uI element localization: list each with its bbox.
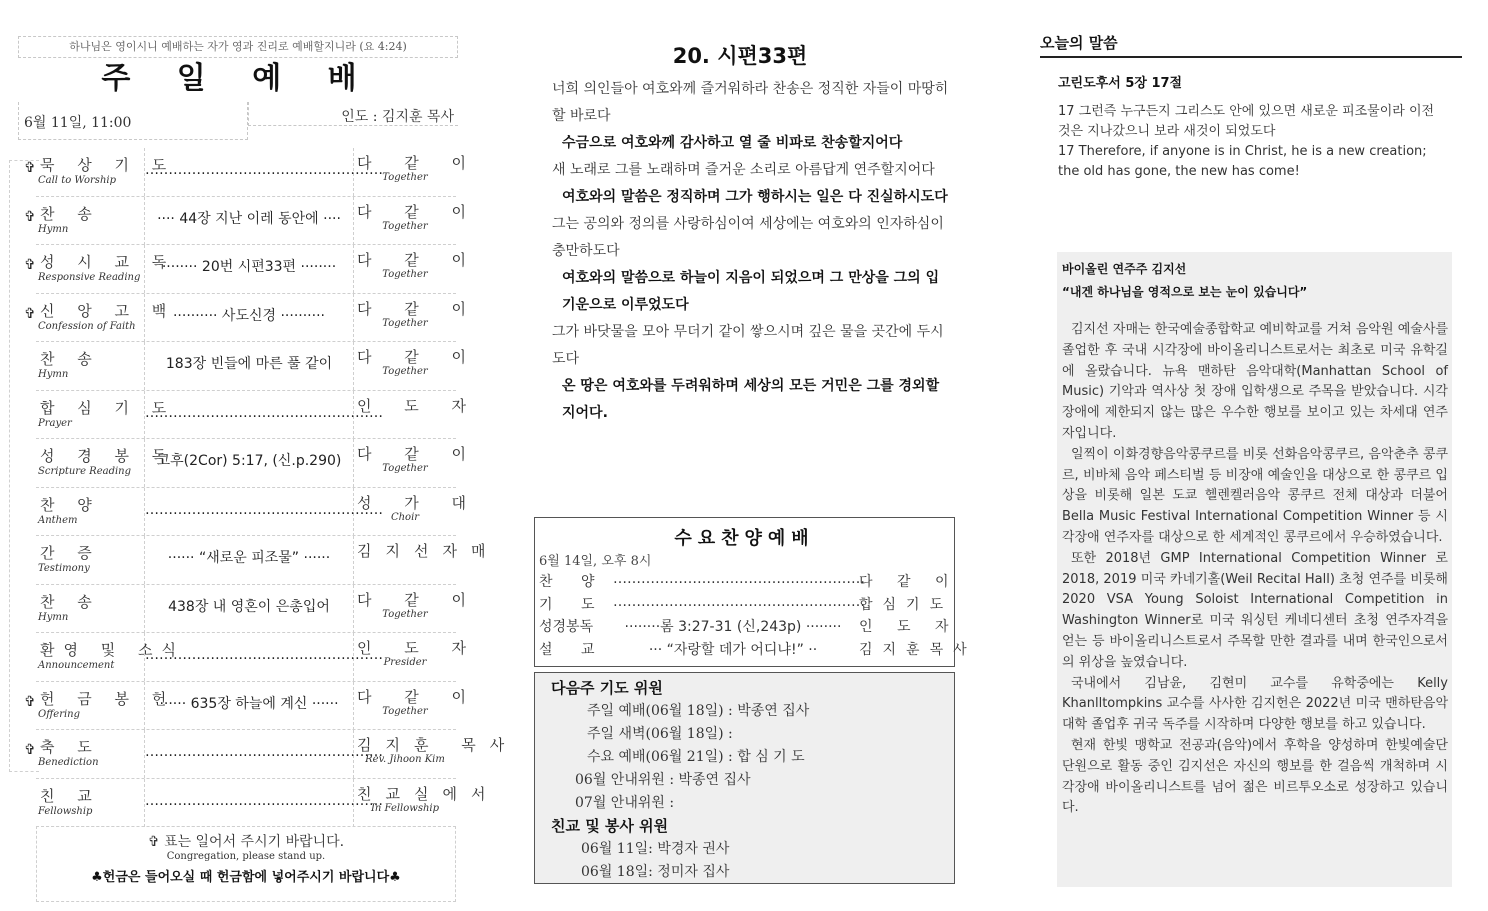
order-row	[36, 779, 500, 828]
order-item-english: Scripture Reading	[38, 466, 132, 477]
order-item-english: Responsive Reading	[38, 272, 141, 283]
scripture-korean: 17 그런즉 누구든지 그리스도 안에 있으면 새로운 피조물이라 이전 것은 지나갔으니 보라 새것이 되었도다	[1058, 104, 1435, 139]
order-item-participant: 인 도 자	[357, 639, 481, 657]
article-body	[1062, 320, 1448, 819]
article-subject: 바이올린 연주주 김지선	[1062, 262, 1187, 276]
wednesday-order-row	[535, 614, 959, 637]
leader-line: 새 노래로 그를 노래하며 즐거운 소리로 아름답게 연주할지어다	[552, 162, 935, 178]
prayer-committee-item: 주일 새벽(06월 18일) :	[587, 726, 733, 742]
order-item-detail: ······ 635장 하늘에 계신 ······	[144, 682, 354, 730]
order-item-participant: 인 도 자	[357, 396, 481, 415]
order-item-name: 축 도	[40, 738, 101, 756]
side-guide-lines	[9, 160, 39, 772]
order-item-name: 친 교	[40, 786, 101, 805]
wednesday-order-row	[535, 592, 954, 615]
article-paragraph: 현재 한빛 맹학교 전공과(음악)에서 후학을 양성하며 한빛예술단 단원으로 활동 중인 김지선은 자신의 행보를 한 걸음씩 개척하며 시각장애 바이올리니스트를 넘어 젊은 비르투오소로 성장하고 있습니다.	[1062, 737, 1448, 816]
article-paragraph: 김지선 자매는 한국예술종합학교 예비학교를 거쳐 음악원 예술사를 졸업한 후 국내 시각장에 바이올리니스트로서는 최초로 미국 유학길에 올랐습니다. 뉴욕 맨하탄 음악대학(Manhattan School of Music) 기악과 역사상 첫 장애 입학생으로 주목을 받았습니다. 시각장애에 제한되지 않는 많은 우수한 행보를 보이고 있는 차세대 연주자입니다.	[1062, 322, 1448, 441]
stand-cross-icon: ✞	[24, 693, 36, 710]
service-leader: 인도 : 김지훈 목사	[341, 109, 454, 125]
order-item-detail: 고후(2Cor) 5:17, (신.p.290)	[144, 439, 354, 487]
order-item-participant: 다 같 이	[357, 348, 481, 366]
order-item-name: 찬 송	[40, 350, 101, 368]
order-item-english: Call to Worship	[38, 175, 116, 186]
order-item-participant-english: Together	[382, 269, 428, 280]
wednesday-order-row	[535, 637, 977, 660]
wednesday-order-row	[535, 569, 959, 592]
order-item-detail: ···· 44장 지난 이레 동안에 ····	[144, 197, 354, 245]
wednesday-item-detail: ………………………………………………	[613, 571, 865, 587]
wednesday-service-box	[534, 517, 977, 667]
order-item-participant: 김지선자매	[357, 542, 500, 560]
worship-order-panel	[0, 0, 519, 911]
order-item-participant: 다 같 이	[357, 154, 481, 172]
order-item-name: 신 앙 고 백	[40, 301, 176, 320]
wednesday-service-order	[535, 569, 977, 659]
order-item-participant-english: In Fellowship	[370, 802, 440, 814]
order-item-english: Benediction	[38, 757, 99, 768]
order-item-participant: 성 가 대	[357, 493, 481, 512]
order-row	[36, 439, 481, 488]
order-item-name: 합 심 기 도	[40, 398, 176, 417]
order-item-name: 환영 및 소식	[40, 641, 185, 659]
wednesday-service-date: 6월 14일, 오후 8시	[539, 554, 652, 569]
reading-panel	[530, 0, 977, 911]
scripture-reference: 고린도후서 5장 17절	[1058, 76, 1183, 91]
congregation-line: 여호와의 말씀으로 하늘이 지음이 되었으며 그 만상을 그의 입 기운으로 이루었도다	[562, 270, 940, 313]
scripture-text	[1058, 102, 1450, 182]
order-row	[24, 730, 519, 779]
order-item-english: Fellowship	[38, 805, 93, 817]
order-item-participant-english: Together	[382, 172, 428, 183]
stand-notice-english: Congregation, please stand up.	[166, 851, 326, 862]
prayer-committee-heading: 다음주 기도 위원	[551, 679, 663, 697]
order-row	[36, 391, 481, 440]
order-item-detail: ……………………………………………	[144, 488, 354, 536]
wednesday-item-detail: ········롬 3:27-31 (신,243p) ········	[624, 619, 842, 635]
order-item-participant-english: Together	[382, 366, 428, 377]
leader-line: 너희 의인들아 여호와께 즐거워하라 찬송은 정직한 자들이 마땅히 할 바로다	[552, 81, 949, 124]
psalm-title: 20. 시편33편	[672, 44, 808, 68]
service-committee-item: 06월 18일: 정미자 집사	[581, 864, 730, 880]
order-item-participant-english: Together	[382, 220, 428, 232]
wednesday-item-name: 성경봉독	[539, 619, 594, 635]
order-item-participant: 다 같 이	[357, 590, 481, 609]
article-paragraph: 또한 2018년 GMP International Competition Winner 로 2018, 2019 미국 카네기홀(Weil Recital Hall) 초청 연주를 비롯해 2020 VSA Young Soloist International Competition in Washington Winner로 미국 워싱턴 케네디센터 초청 연주자격을 얻는 등 바이올리니스트로서 주목할 만한 결과를 내며 한국인으로서의 위상을 높였습니다.	[1062, 550, 1448, 670]
order-item-name: 찬 양	[40, 495, 101, 514]
order-item-english: Confession of Faith	[38, 320, 136, 332]
order-item-english: Offering	[38, 708, 81, 720]
order-item-name: 묵 상 기 도	[40, 156, 176, 174]
stand-cross-icon: ✞	[24, 208, 36, 225]
order-row	[36, 585, 481, 634]
order-item-english: Hymn	[38, 223, 69, 235]
order-item-participant-english: Together	[382, 608, 428, 620]
order-item-name: 헌 금 봉 헌	[40, 689, 176, 708]
wednesday-item-participant: 김지훈목사	[859, 641, 977, 658]
congregation-line: 여호와의 말씀은 정직하며 그가 행하시는 일은 다 진실하시도다	[562, 189, 948, 205]
order-item-participant: 다 같 이	[357, 445, 481, 463]
order-item-participant-english: Choir	[390, 511, 420, 523]
testimony-article	[1057, 252, 1452, 887]
order-item-participant: 김지훈 목사	[357, 736, 519, 754]
order-item-english: Testimony	[38, 563, 90, 574]
leader-line: 그가 바닷물을 모아 무더기 같이 쌓으시며 깊은 물을 곳간에 두시도다	[552, 324, 944, 367]
order-item-participant-english: Together	[382, 463, 428, 474]
order-item-name: 찬 송	[40, 592, 101, 611]
order-row	[24, 197, 481, 246]
order-row	[24, 245, 481, 294]
order-item-name: 성 시 교 독	[40, 253, 176, 271]
prayer-committee-item: 06월 안내위원 : 박종연 집사	[575, 772, 751, 788]
order-item-participant: 다 같 이	[357, 251, 481, 269]
order-item-participant-english: Presider	[383, 657, 427, 668]
order-item-participant-english: Together	[382, 705, 428, 717]
order-item-name: 간 증	[40, 544, 101, 562]
wednesday-item-detail: ………………………………………………	[613, 593, 865, 610]
order-of-worship	[24, 148, 519, 827]
service-committee-list	[551, 838, 954, 884]
order-row	[36, 633, 481, 682]
order-item-participant: 다 같 이	[357, 299, 481, 318]
article-paragraph: 국내에서 김남윤, 김현미 교수를 유학중에는 Kelly Khanlltompkins 교수를 사사한 김지헌은 2022년 미국 맨하탄음악대학 졸업후 귀국 독주를 시작하며 다양한 행보를 하고 있습니다.	[1062, 675, 1448, 733]
order-item-participant: 다 같 이	[357, 687, 481, 706]
order-item-participant-english: Rev. Jihoon Kim	[365, 754, 445, 765]
congregation-line: 수금으로 여호와께 감사하고 열 줄 비파로 찬송할지어다	[562, 135, 903, 151]
wednesday-item-name: 설 교	[539, 641, 607, 658]
prayer-committee-list	[551, 700, 954, 815]
order-item-detail: ……………………………………………	[144, 730, 354, 778]
order-item-participant: 친교실에서	[357, 784, 500, 803]
order-item-detail: ……………………………………………	[144, 148, 354, 196]
order-item-detail: ········ 20번 시편33편 ········	[144, 245, 354, 293]
wednesday-service-title: 수요찬양예배	[674, 528, 815, 549]
page-title: 주 일 예 배	[101, 61, 375, 96]
wednesday-item-participant: 합심기도	[859, 596, 954, 613]
notice-box	[36, 826, 456, 902]
order-item-name: 찬 송	[40, 204, 101, 223]
stand-notice: ✞ 표는 일어서 주시기 바랍니다.	[147, 834, 345, 850]
wednesday-item-participant: 인 도 자	[859, 619, 959, 635]
order-row	[36, 536, 500, 585]
order-item-participant: 다 같 이	[357, 202, 481, 221]
congregation-line: 온 땅은 여호와를 두려워하며 세상의 모든 거민은 그를 경외할지어다.	[562, 378, 940, 421]
prayer-committee-item: 주일 예배(06월 18일) : 박종연 집사	[587, 703, 810, 719]
order-item-detail: ······ “새로운 피조물” ······	[144, 536, 354, 584]
order-item-detail: ……………………………………………	[144, 391, 354, 439]
stand-cross-icon: ✞	[24, 305, 36, 322]
stand-cross-icon: ✞	[24, 742, 36, 758]
scripture-english: 17 Therefore, if anyone is in Christ, he is a new creation; the old has gone, the new has come!	[1058, 144, 1427, 179]
wednesday-item-detail: ··· “자랑할 데가 어디냐!” ··	[648, 641, 818, 658]
order-item-participant-english: Together	[382, 317, 428, 329]
prayer-committee-item: 수요 예배(06월 21일) : 합 심 기 도	[587, 749, 805, 765]
order-item-detail: ……………………………………………	[144, 633, 354, 681]
todays-word-heading: 오늘의 말씀	[1040, 32, 1462, 58]
order-item-english: Prayer	[38, 417, 72, 429]
offering-notice: ♣헌금은 들어오실 때 헌금함에 넣어주시기 바랍니다♣	[91, 870, 401, 885]
order-item-english: Hymn	[38, 369, 69, 380]
stand-cross-icon: ✞	[24, 257, 36, 273]
order-row	[36, 488, 481, 537]
service-committee-item: 06월 11일: 박경자 권사	[581, 841, 730, 857]
article-paragraph: 일찍이 이화경향음악콩쿠르를 비롯 선화음악콩쿠르, 음악춘추 콩쿠르, 비바체 음악 페스티벌 등 비장애 예술인을 대상으로 한 콩쿠르 입상을 비롯해 일본 도쿄 헬렌켈러음악 콩쿠르 전체 대상과 더불어 Bella Music Festival International Competition Winner 등 시각장애 연주자를 대상으로 한 세계적인 콩쿠르에서 우승하였습니다.	[1062, 446, 1448, 545]
word-panel	[1040, 0, 1480, 911]
wednesday-item-name: 찬 양	[539, 574, 607, 590]
committee-box	[534, 672, 955, 884]
order-item-detail: 438장 내 영혼이 은총입어	[144, 585, 354, 633]
service-committee-heading: 친교 및 봉사 위원	[551, 817, 669, 835]
order-item-english: Announcement	[38, 660, 115, 671]
order-row	[24, 148, 481, 197]
service-info	[18, 102, 458, 140]
order-row	[36, 342, 481, 391]
order-item-english: Hymn	[38, 611, 69, 623]
order-item-detail: ……………………………………………	[144, 779, 354, 827]
header-verse: 하나님은 영이시니 예배하는 자가 영과 진리로 예배할지니라 (요 4:24)	[18, 36, 458, 58]
order-item-english: Anthem	[38, 514, 78, 526]
order-item-detail: ·········· 사도신경 ··········	[144, 294, 354, 342]
article-headline: “내겐 하나님을 영적으로 보는 눈이 있습니다”	[1062, 285, 1308, 299]
responsive-reading-text	[552, 76, 952, 427]
leader-line: 그는 공의와 정의를 사랑하심이여 세상에는 여호와의 인자하심이 충만하도다	[552, 216, 944, 259]
order-row	[24, 294, 481, 343]
order-row	[24, 682, 481, 731]
wednesday-item-participant: 다 같 이	[859, 574, 959, 590]
service-date: 6월 11일, 11:00	[24, 115, 132, 131]
order-item-name: 성 경 봉 독	[40, 447, 176, 465]
wednesday-item-name: 기 도	[539, 596, 607, 613]
order-item-detail: 183장 빈들에 마른 풀 같이	[144, 342, 354, 390]
stand-cross-icon: ✞	[24, 160, 36, 176]
prayer-committee-item: 07월 안내위원 :	[575, 795, 675, 811]
